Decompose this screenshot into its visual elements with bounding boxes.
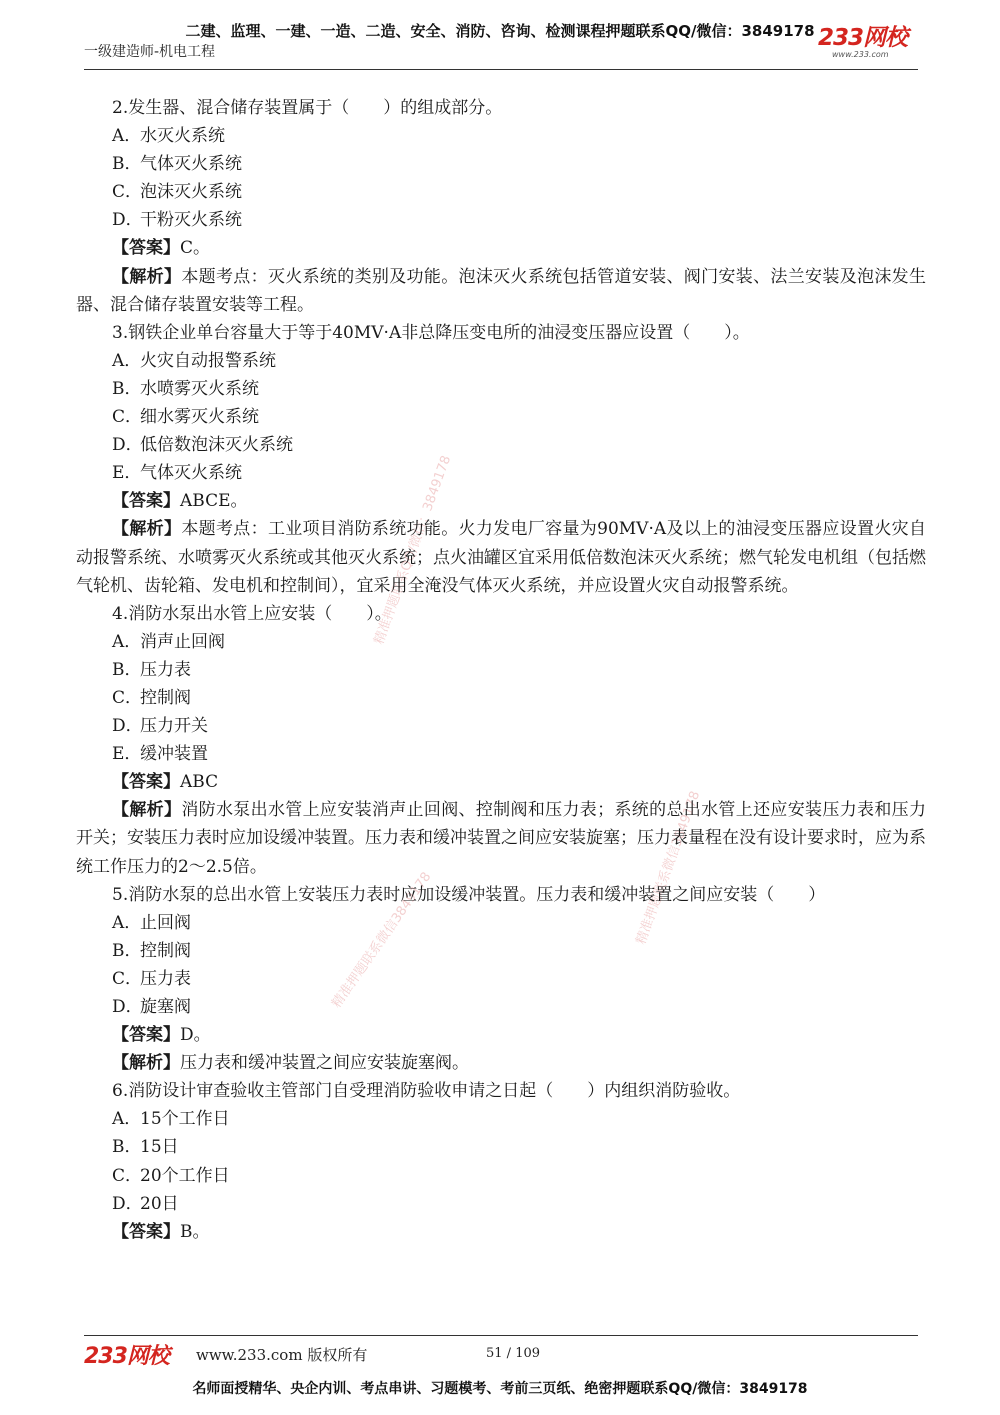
question-block xyxy=(76,319,926,600)
explanation xyxy=(76,1049,926,1077)
answer-value: ABC xyxy=(180,772,219,793)
explanation xyxy=(76,796,926,880)
option-text: 压力开关 xyxy=(140,716,208,737)
option-text: 干粉灭火系统 xyxy=(140,210,242,231)
explanation xyxy=(76,515,926,599)
answer-label: 【答案】 xyxy=(112,491,180,512)
answer-line xyxy=(76,1218,926,1246)
option-text: 气体灭火系统 xyxy=(140,154,242,175)
answer-option xyxy=(76,937,926,965)
answer-option xyxy=(76,909,926,937)
question-stem: 5.消防水泵的总出水管上安装压力表时应加设缓冲装置。压力表和缓冲装置之间应安装（ ） xyxy=(112,884,826,905)
answer-option xyxy=(76,206,926,234)
option-letter: A． xyxy=(112,126,142,147)
question-list xyxy=(76,94,926,1246)
option-text: 消声止回阀 xyxy=(140,631,225,652)
explanation-text: 压力表和缓冲装置之间应安装旋塞阀。 xyxy=(180,1053,469,1074)
logo-url: www.233.com xyxy=(832,50,889,59)
option-text: 缓冲装置 xyxy=(140,744,208,765)
option-letter: B． xyxy=(112,1137,142,1158)
answer-value: B。 xyxy=(180,1221,210,1242)
footer-logo: 233网校 xyxy=(84,1344,169,1369)
watermark: 精准押题联系微信3849178 xyxy=(633,789,704,947)
answer-label: 【答案】 xyxy=(112,1025,180,1046)
option-text: 20日 xyxy=(140,1193,179,1214)
answer-value: C。 xyxy=(180,238,211,259)
answer-option xyxy=(76,1105,926,1133)
option-letter: B． xyxy=(112,940,142,961)
option-letter: A． xyxy=(112,350,142,371)
option-letter: B． xyxy=(112,378,142,399)
explanation-label: 【解析】 xyxy=(112,800,182,821)
option-text: 水灭火系统 xyxy=(140,126,225,147)
option-text: 泡沫灭火系统 xyxy=(140,182,242,203)
footer-divider xyxy=(84,1335,918,1336)
option-text: 低倍数泡沫灭火系统 xyxy=(140,435,293,456)
explanation-label: 【解析】 xyxy=(112,519,182,540)
question-block xyxy=(76,1077,926,1246)
option-text: 控制阀 xyxy=(140,940,191,961)
header-divider xyxy=(84,69,918,70)
answer-option xyxy=(76,993,926,1021)
option-letter: C． xyxy=(112,407,143,428)
logo-mark: 233网校 xyxy=(818,25,908,51)
top-banner: 二建、监理、一建、一造、二造、安全、消防、咨询、检测课程押题联系QQ/微信：3849178 xyxy=(185,22,815,40)
option-text: 15个工作日 xyxy=(140,1109,230,1130)
question-block xyxy=(76,881,926,1078)
page-separator: / xyxy=(502,1346,516,1361)
question-stem: 6.消防设计审查验收主管部门自受理消防验收申请之日起（ ）内组织消防验收。 xyxy=(112,1081,741,1102)
question-stem: 2.发生器、混合储存装置属于（ ）的组成部分。 xyxy=(112,98,503,118)
bottom-banner: 名师面授精华、央企内训、考点串讲、习题模考、考前三页纸、绝密押题联系QQ/微信：3849178 xyxy=(192,1381,808,1397)
watermark: 精准押题联系微信3849178 xyxy=(329,869,435,1011)
footer-copyright: www.233.com 版权所有 xyxy=(196,1346,368,1364)
answer-option xyxy=(76,150,926,178)
option-text: 细水雾灭火系统 xyxy=(140,407,259,428)
answer-option xyxy=(76,1133,926,1161)
watermark: 精准押题联系QQ/微信：3849178 xyxy=(371,453,455,647)
option-letter: A． xyxy=(112,631,142,652)
answer-option xyxy=(76,375,926,403)
answer-option xyxy=(76,403,926,431)
answer-label: 【答案】 xyxy=(112,1221,180,1242)
answer-option xyxy=(76,178,926,206)
option-text: 控制阀 xyxy=(140,687,191,708)
option-text: 止回阀 xyxy=(140,912,191,933)
option-letter: E． xyxy=(112,744,142,765)
option-letter: D． xyxy=(112,716,143,737)
option-text: 15日 xyxy=(140,1137,179,1158)
answer-value: ABCE。 xyxy=(180,491,248,512)
option-letter: B． xyxy=(112,154,142,175)
option-text: 火灾自动报警系统 xyxy=(140,350,276,371)
explanation xyxy=(76,263,926,319)
answer-option xyxy=(76,965,926,993)
option-letter: C． xyxy=(112,182,143,203)
option-text: 水喷雾灭火系统 xyxy=(140,378,259,399)
answer-option xyxy=(76,712,926,740)
question-stem: 4.消防水泵出水管上应安装（ ）。 xyxy=(112,603,392,624)
page-number xyxy=(486,1346,540,1361)
answer-option xyxy=(76,459,926,487)
header-logo xyxy=(818,26,928,60)
answer-option xyxy=(76,347,926,375)
question-stem: 3.钢铁企业单台容量大于等于40MV·A非总降压变电所的油浸变压器应设置（ ）。 xyxy=(112,322,750,343)
answer-option xyxy=(76,431,926,459)
explanation-text: 消防水泵出水管上应安装消声止回阀、控制阀和压力表；系统的总出水管上还应安装压力表和压力开关；安装压力表时应加设缓冲装置。压力表和缓冲装置之间应安装旋塞；压力表量程在没有设计要求时，应为系统工作压力的2～2.5倍。 xyxy=(76,800,927,877)
explanation-text: 本题考点：灭火系统的类别及功能。泡沫灭火系统包括管道安装、阀门安装、法兰安装及泡沫发生器、混合储存装置安装等工程。 xyxy=(76,266,927,315)
option-letter: D． xyxy=(112,1193,143,1214)
option-text: 20个工作日 xyxy=(140,1165,230,1186)
answer-label: 【答案】 xyxy=(112,772,180,793)
option-letter: C． xyxy=(112,687,143,708)
option-letter: D． xyxy=(112,997,143,1017)
option-letter: E． xyxy=(112,463,142,484)
answer-option xyxy=(76,656,926,684)
option-letter: B． xyxy=(112,659,142,680)
option-letter: A． xyxy=(112,1109,142,1130)
explanation-label: 【解析】 xyxy=(112,266,182,287)
answer-option xyxy=(76,684,926,712)
option-letter: D． xyxy=(112,435,143,456)
option-letter: C． xyxy=(112,968,143,989)
page-current: 51 xyxy=(486,1346,503,1361)
answer-option xyxy=(76,122,926,150)
option-letter: A． xyxy=(112,912,142,933)
option-text: 气体灭火系统 xyxy=(140,463,242,484)
answer-option xyxy=(76,628,926,656)
document-subject: 一级建造师-机电工程 xyxy=(84,44,216,60)
answer-label: 【答案】 xyxy=(112,238,180,259)
answer-option xyxy=(76,1162,926,1190)
option-text: 压力表 xyxy=(140,659,191,680)
explanation-label: 【解析】 xyxy=(112,1053,180,1074)
option-text: 旋塞阀 xyxy=(140,997,191,1017)
option-text: 压力表 xyxy=(140,968,191,989)
page-total: 109 xyxy=(515,1346,541,1361)
question-block xyxy=(76,94,926,319)
answer-line xyxy=(76,1021,926,1049)
answer-option xyxy=(76,740,926,768)
answer-line xyxy=(76,234,926,262)
option-letter: D． xyxy=(112,210,143,231)
answer-option xyxy=(76,1190,926,1218)
option-letter: C． xyxy=(112,1165,143,1186)
question-block xyxy=(76,600,926,881)
explanation-text: 本题考点：工业项目消防系统功能。火力发电厂容量为90MV·A及以上的油浸变压器应设置火灾自动报警系统、水喷雾灭火系统或其他灭火系统；点火油罐区宜采用低倍数泡沫灭火系统；燃气轮发电机组（包括燃气轮机、齿轮箱、发电机和控制间），宜采用全淹没气体灭火系统，并应设置火灾自动报警系统。 xyxy=(76,519,927,596)
answer-value: D。 xyxy=(180,1025,211,1046)
answer-line xyxy=(76,487,926,515)
answer-line xyxy=(76,768,926,796)
